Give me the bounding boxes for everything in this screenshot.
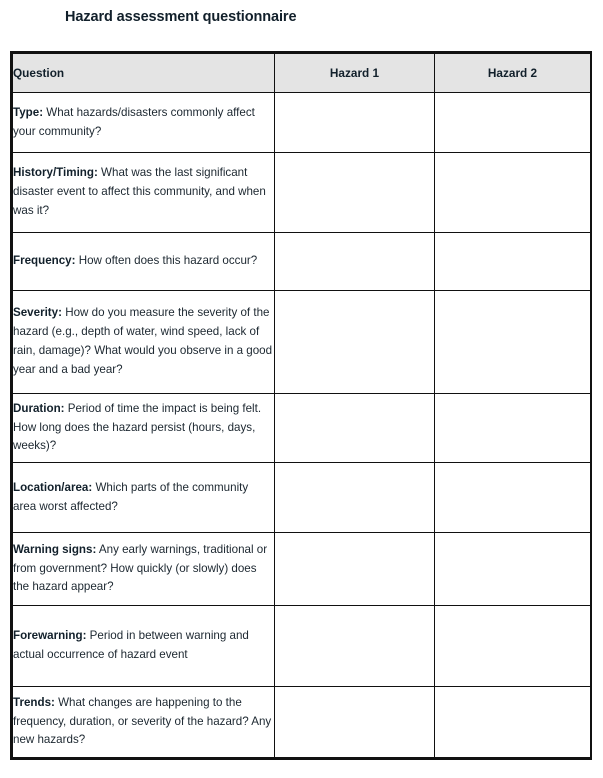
question-cell <box>13 291 275 394</box>
question-text: How do you measure the severity of the hazard (e.g., depth of water, wind speed, lack of rain, damage)? What would you observe in a good year and a bad year? <box>13 306 273 376</box>
question-label: Warning signs: <box>13 542 97 556</box>
hazard-2-answer-cell[interactable] <box>435 233 591 291</box>
table-header <box>13 54 591 93</box>
hazard-2-answer-cell[interactable] <box>435 687 591 758</box>
hazard-1-answer-cell[interactable] <box>275 394 435 463</box>
hazard-1-answer-cell[interactable] <box>275 687 435 758</box>
hazard-1-answer-cell[interactable] <box>275 606 435 687</box>
hazard-1-answer-cell[interactable] <box>275 533 435 606</box>
hazard-2-answer-cell[interactable] <box>435 394 591 463</box>
question-text: Period of time the impact is being felt. How long does the hazard persist (hours, days, weeks)? <box>13 401 262 453</box>
question-text: Period in between warning and actual occurrence of hazard event <box>13 629 249 661</box>
table-row <box>13 606 591 687</box>
column-header-question: Question <box>13 54 275 93</box>
column-header-hazard-1: Hazard 1 <box>275 54 435 93</box>
question-cell <box>13 93 275 153</box>
hazard-1-answer-cell[interactable] <box>275 463 435 533</box>
question-text: How often does this hazard occur? <box>75 254 258 268</box>
question-cell <box>13 463 275 533</box>
hazard-2-answer-cell[interactable] <box>435 463 591 533</box>
question-label: Location/area: <box>13 480 93 494</box>
question-text: What changes are happening to the frequency, duration, or severity of the hazard? Any new hazards? <box>13 695 272 747</box>
question-text: Any early warnings, traditional or from government? How quickly (or slowly) does the hazard appear? <box>13 542 268 594</box>
table-row <box>13 93 591 153</box>
table-body <box>13 93 591 758</box>
table-row <box>13 394 591 463</box>
question-cell <box>13 606 275 687</box>
hazard-assessment-table-container <box>10 51 592 760</box>
table-row <box>13 533 591 606</box>
question-label: Trends: <box>13 695 55 709</box>
hazard-1-answer-cell[interactable] <box>275 233 435 291</box>
question-label: Frequency: <box>13 254 76 268</box>
table-row <box>13 153 591 233</box>
hazard-2-answer-cell[interactable] <box>435 153 591 233</box>
hazard-2-answer-cell[interactable] <box>435 606 591 687</box>
hazard-1-answer-cell[interactable] <box>275 153 435 233</box>
table-header-row <box>13 54 591 93</box>
question-cell <box>13 153 275 233</box>
question-cell <box>13 233 275 291</box>
question-text: What was the last significant disaster event to affect this community, and when was it? <box>13 166 266 217</box>
question-label: Severity: <box>13 306 62 320</box>
question-text: What hazards/disasters commonly affect your community? <box>13 105 255 138</box>
page-title: Hazard assessment questionnaire <box>65 9 297 25</box>
hazard-2-answer-cell[interactable] <box>435 93 591 153</box>
hazard-1-answer-cell[interactable] <box>275 291 435 394</box>
question-label: Type: <box>13 105 44 119</box>
question-cell <box>13 687 275 758</box>
question-cell <box>13 533 275 606</box>
hazard-assessment-table <box>12 53 591 758</box>
question-label: Forewarning: <box>13 629 87 643</box>
hazard-2-answer-cell[interactable] <box>435 291 591 394</box>
question-label: Duration: <box>13 401 65 415</box>
table-row <box>13 463 591 533</box>
table-row <box>13 687 591 758</box>
question-label: History/Timing: <box>13 166 98 180</box>
table-row <box>13 233 591 291</box>
question-text: Which parts of the community area worst affected? <box>13 480 249 513</box>
hazard-1-answer-cell[interactable] <box>275 93 435 153</box>
column-header-hazard-2: Hazard 2 <box>435 54 591 93</box>
question-cell <box>13 394 275 463</box>
table-row <box>13 291 591 394</box>
hazard-2-answer-cell[interactable] <box>435 533 591 606</box>
